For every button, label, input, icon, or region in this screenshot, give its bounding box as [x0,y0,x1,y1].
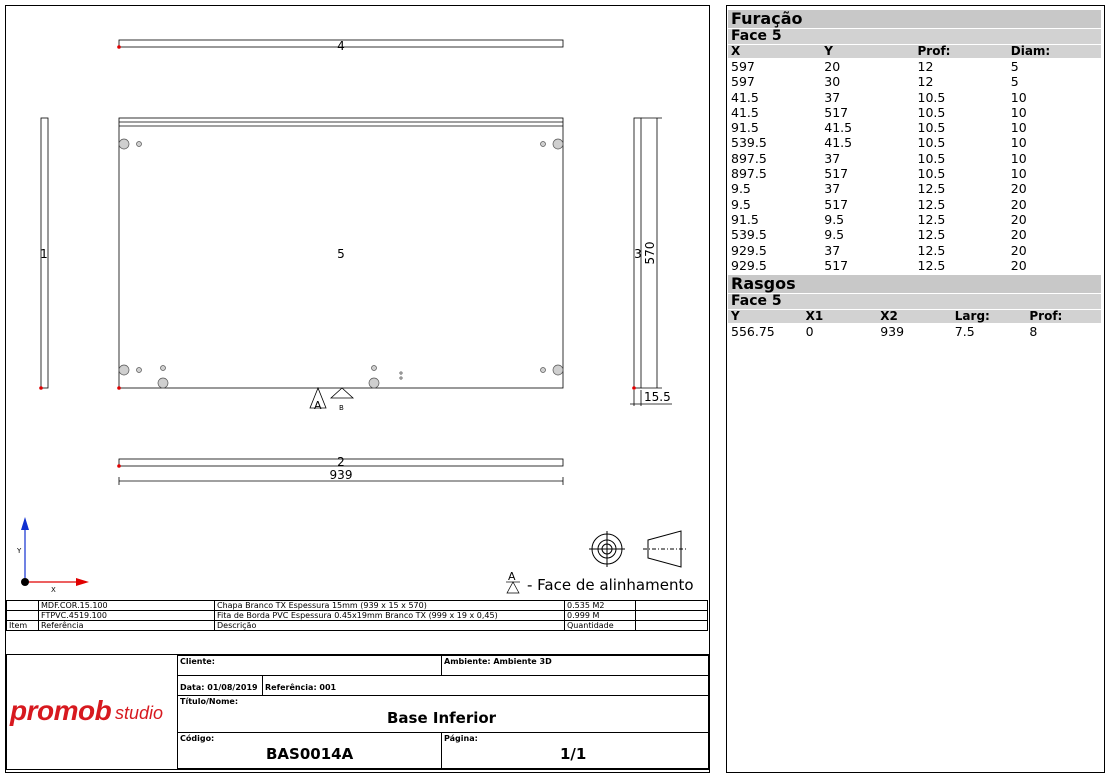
bom-item [7,601,39,611]
table-cell: 10.5 [917,104,946,120]
grooves-table [728,275,1101,339]
table-cell: 10 [1010,104,1027,120]
bom-header-extra [636,621,708,631]
bom-desc: Fita de Borda PVC Espessura 0.45x19mm Branco TX (999 x 19 x 0,45) [215,611,565,621]
hole [400,377,402,379]
table-cell: 929.5 [731,242,767,258]
ref-dot [39,386,43,390]
table-header-row [7,621,708,631]
table-cell: 10.5 [917,89,946,105]
bom-header-qty: Quantidade [565,621,636,631]
table-cell: 517 [824,166,849,182]
piece-label-2: 2 [337,455,345,469]
bom-ref: MDF.COR.15.100 [39,601,215,611]
bom-item [7,611,39,621]
table-cell: 10.5 [917,150,946,166]
table-row [728,181,1101,196]
table-cell: 41.5 [824,135,853,151]
hole [541,142,546,147]
table-cell: 20 [824,59,841,74]
table-row [728,258,1101,273]
face-b-marker [331,388,353,398]
table-cell: 37 [824,181,841,197]
table-cell: 929.5 [731,257,767,273]
table-cell: 37 [824,89,841,105]
dimension-width: 939 [329,468,353,482]
ref-dot [117,464,121,468]
table-cell: 20 [1010,181,1027,197]
table-cell: 0 [805,324,814,339]
bom-qty: 0.999 M [565,611,636,621]
col-prof: Prof: [1029,309,1063,323]
ref-dot [117,386,121,390]
reference-cell [262,675,709,696]
table-cell: 30 [824,74,841,90]
table-cell: 539.5 [731,135,767,151]
hole [158,378,168,388]
table-cell: 9.5 [824,227,845,243]
hole [119,365,129,375]
bom-extra [636,611,708,621]
table-cell: 12.5 [917,211,946,227]
table-cell: 41.5 [731,89,759,105]
axis-origin [21,578,29,586]
title-block [6,654,709,770]
dimension-thickness: 15.5 [644,390,671,404]
table-row [728,59,1101,74]
face-b-label: B [339,404,344,412]
table-cell: 897.5 [731,166,767,182]
col-prof: Prof: [917,44,951,58]
table-row [728,120,1101,135]
table-row [728,197,1101,212]
table-cell: 9.5 [731,196,751,212]
grooves-rows [728,324,1101,339]
grooves-column-headers [728,310,1101,323]
code-value: BAS0014A [266,745,354,763]
piece-label-5: 5 [337,247,345,261]
table-cell: 10 [1010,150,1027,166]
title-value: Base Inferior [387,709,497,727]
table-cell: 5 [1010,59,1019,74]
table-cell: 897.5 [731,150,767,166]
table-cell: 12 [917,74,934,90]
hole [137,368,142,373]
bom-table [6,600,708,631]
hole [541,368,546,373]
table-row [728,243,1101,258]
col-diam: Diam: [1010,44,1051,58]
table-cell: 37 [824,150,841,166]
col-x1: X1 [805,309,824,323]
page-value: 1/1 [560,745,587,763]
table-cell: 41.5 [731,104,759,120]
table-row [728,166,1101,181]
drilling-title: Furação [728,10,1101,28]
axis-y-label: Y [17,547,22,555]
table-cell: 517 [824,104,849,120]
axis-x-label: X [51,586,56,594]
table-cell: 539.5 [731,227,767,243]
hole [553,365,563,375]
table-row [728,227,1101,242]
projection-symbol-icon [589,531,686,567]
col-y: Y [731,309,740,323]
table-cell: 12 [917,59,934,74]
client-cell [177,655,442,676]
piece-label-4: 4 [337,39,345,53]
logo [7,655,177,769]
page-label: Página: [444,734,478,743]
table-cell: 8 [1029,324,1038,339]
grooves-title: Rasgos [728,275,1101,293]
table-cell: 20 [1010,196,1027,212]
environment-cell [441,655,709,676]
table-row [728,212,1101,227]
piece-label-1: 1 [40,247,48,261]
x-axis-arrow-icon [76,578,89,586]
client-label: Cliente: [180,657,215,666]
col-larg: Larg: [954,309,990,323]
table-cell: 517 [824,196,849,212]
table-cell: 10.5 [917,166,946,182]
table-cell: 10 [1010,166,1027,182]
reference-label: Referência: 001 [265,683,337,692]
drilling-face: Face 5 [728,29,1101,44]
bom-desc: Chapa Branco TX Espessura 15mm (939 x 15 x 570) [215,601,565,611]
bom-qty: 0.535 M2 [565,601,636,611]
drilling-table [728,10,1101,273]
y-axis-arrow-icon [21,517,29,530]
bom-header-item: Item [7,621,39,631]
table-row [7,611,708,621]
table-cell: 10 [1010,89,1027,105]
table-cell: 41.5 [824,120,853,136]
table-cell: 12.5 [917,227,946,243]
logo-sub: studio [115,703,164,723]
table-cell: 91.5 [731,120,759,136]
hole [119,139,129,149]
drilling-rows [728,59,1101,273]
hole [372,366,377,371]
table-cell: 597 [731,74,755,90]
table-cell: 12.5 [917,196,946,212]
table-cell: 12.5 [917,181,946,197]
table-cell: 20 [1010,242,1027,258]
table-row [7,601,708,611]
dimension-height: 570 [643,241,657,265]
logo-main: promob [10,695,112,726]
table-row [728,105,1101,120]
bom-extra [636,601,708,611]
table-cell: 20 [1010,257,1027,273]
bom-header-desc: Descrição [215,621,565,631]
table-cell: 10.5 [917,120,946,136]
table-cell: 37 [824,242,841,258]
hole [137,142,142,147]
alignment-letter: A [508,570,516,583]
table-cell: 20 [1010,227,1027,243]
table-row [728,135,1101,150]
hole [400,372,402,374]
grooves-face: Face 5 [728,294,1101,309]
table-cell: 12.5 [917,242,946,258]
bom-header-ref: Referência [39,621,215,631]
table-row [728,324,1101,339]
hole [161,366,166,371]
table-cell: 10.5 [917,135,946,151]
drilling-column-headers [728,45,1101,58]
date-label: Data: 01/08/2019 [180,683,258,692]
table-cell: 939 [880,324,905,339]
table-cell: 5 [1010,74,1019,90]
table-cell: 597 [731,59,755,74]
alignment-triangle-icon [507,582,519,593]
col-y: Y [824,44,833,58]
date-cell [177,675,263,696]
table-row [728,74,1101,89]
table-cell: 9.5 [731,181,751,197]
table-cell: 556.75 [731,324,775,339]
ref-dot [117,45,121,49]
table-cell: 12.5 [917,257,946,273]
title-label: Título/Nome: [180,697,239,706]
hole [369,378,379,388]
ref-dot [632,386,636,390]
table-cell: 91.5 [731,211,759,227]
table-cell: 7.5 [954,324,975,339]
col-x2: X2 [880,309,898,323]
bom-ref: FTPVC.4519.100 [39,611,215,621]
table-cell: 10 [1010,135,1027,151]
hole [553,139,563,149]
table-row [728,90,1101,105]
alignment-legend: - Face de alinhamento [527,576,694,594]
table-cell: 10 [1010,120,1027,136]
table-cell: 20 [1010,211,1027,227]
col-x: X [731,44,741,58]
table-row [728,151,1101,166]
code-label: Código: [180,734,215,743]
environment-label: Ambiente: Ambiente 3D [444,657,552,666]
piece-label-3: 3 [634,247,642,261]
face-a-label: A [314,399,322,412]
technical-drawing [0,0,710,600]
table-cell: 9.5 [824,211,845,227]
table-cell: 517 [824,257,849,273]
